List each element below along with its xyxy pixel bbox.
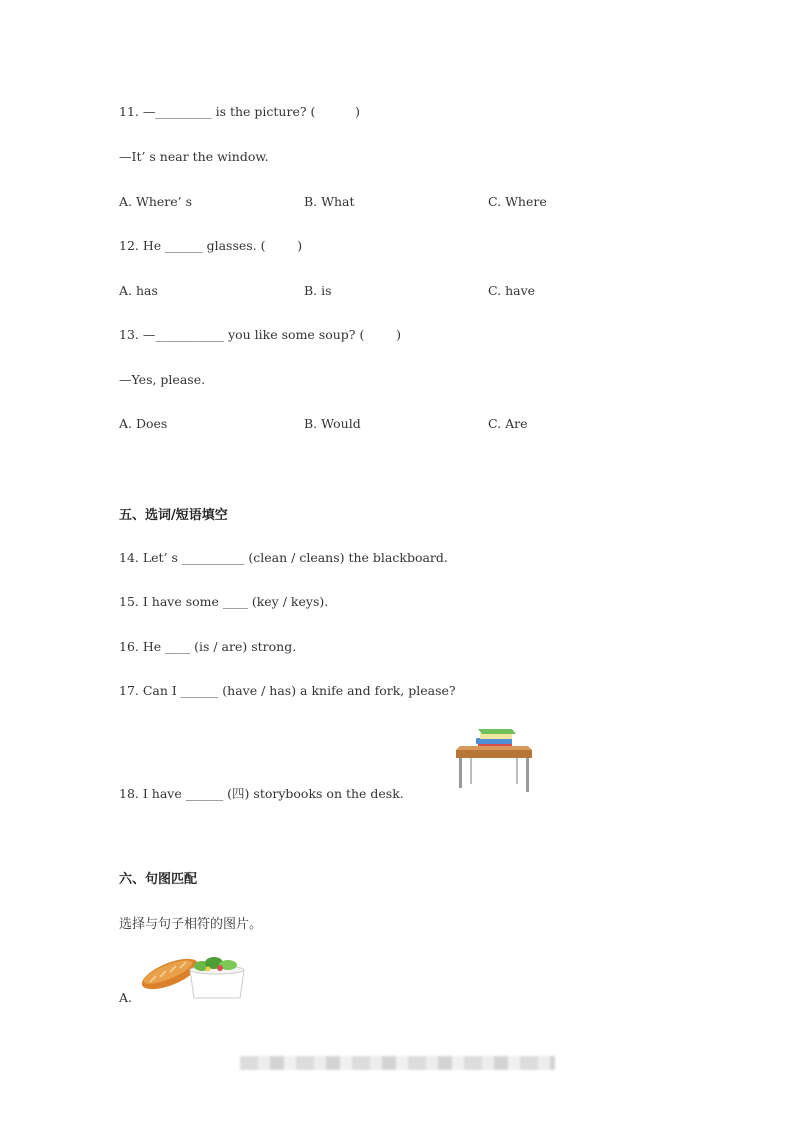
q13-option-b: B. Would: [304, 416, 361, 431]
q15-text: 15. I have some ____ (key / keys).: [119, 594, 329, 609]
q14-text: 14. Let’ s __________ (clean / cleans) the blackboard.: [119, 550, 448, 565]
footer-watermark: [240, 1056, 555, 1070]
optionA-label: A.: [119, 990, 133, 1005]
q11-reply: —It’ s near the window.: [119, 149, 269, 164]
section6-instruction: 选择与句子相符的图片。: [119, 917, 263, 932]
q11-option-a: A. Where’ s: [119, 194, 193, 209]
q12-option-b: B. is: [304, 283, 332, 298]
q12-stem: 12. He ______ glasses. ( ): [119, 238, 303, 253]
q11-option-c: C. Where: [488, 194, 547, 209]
q13-option-a: A. Does: [119, 416, 168, 431]
q17-text: 17. Can I ______ (have / has) a knife and fork, please?: [119, 683, 456, 698]
section5-heading: 五、选词/短语填空: [119, 508, 228, 523]
q12-option-c: C. have: [488, 283, 536, 298]
desk-with-books-icon: [456, 728, 536, 796]
section6-heading: 六、句图匹配: [119, 872, 198, 887]
q11-stem: 11. —_________ is the picture? ( ): [119, 104, 361, 119]
bread-and-salad-icon: [140, 952, 246, 1002]
q13-reply: —Yes, please.: [119, 372, 206, 387]
q13-stem: 13. —___________ you like some soup? ( ): [119, 327, 402, 342]
q12-option-a: A. has: [119, 283, 158, 298]
q13-option-c: C. Are: [488, 416, 528, 431]
q18-text: 18. I have ______ (四) storybooks on the desk.: [119, 786, 404, 801]
q11-option-b: B. What: [304, 194, 355, 209]
q16-text: 16. He ____ (is / are) strong.: [119, 639, 297, 654]
